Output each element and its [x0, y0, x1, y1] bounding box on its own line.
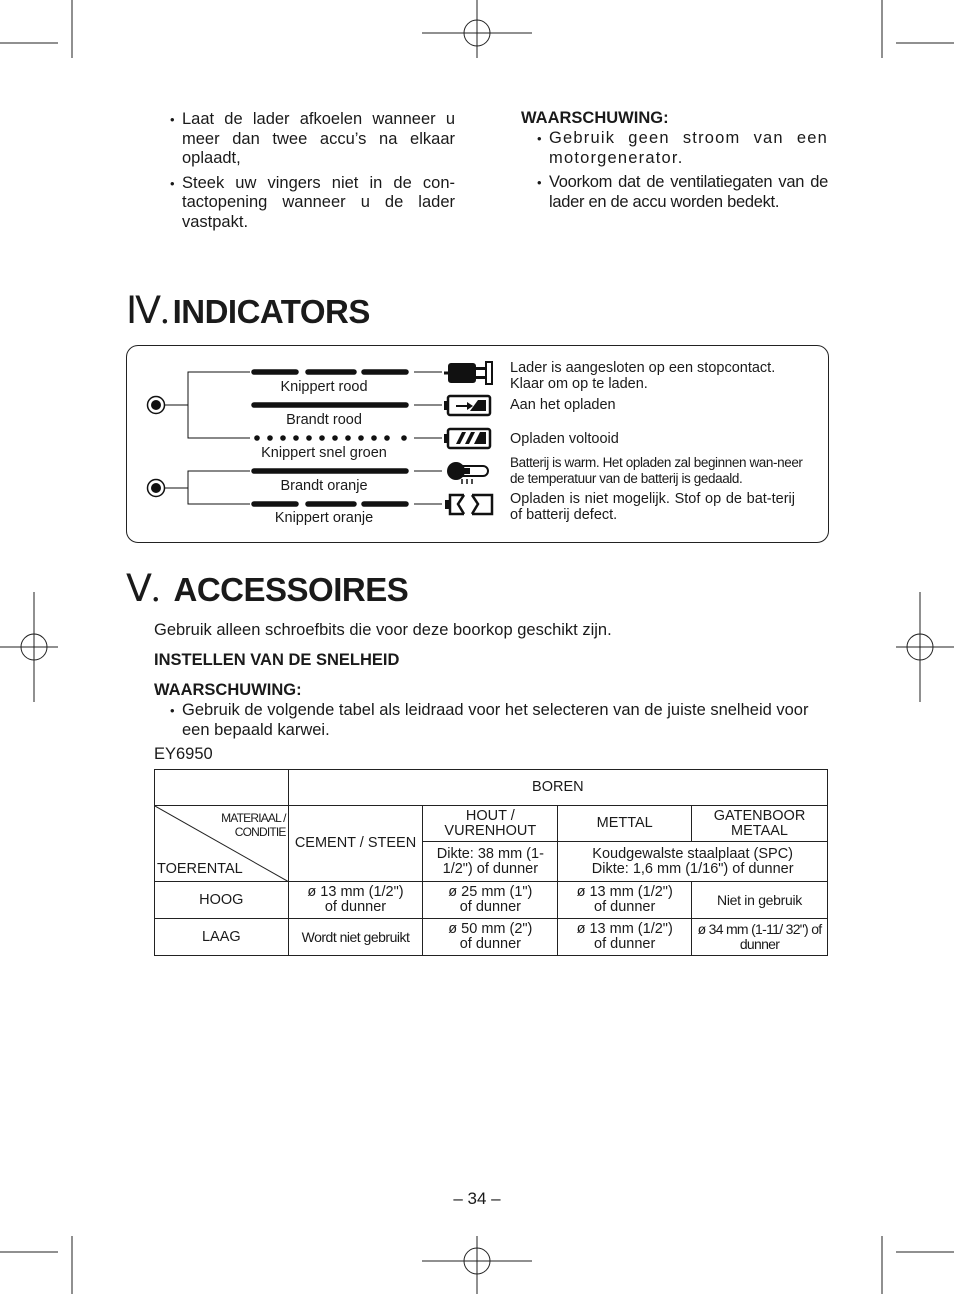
corner-speed-label: TOERENTAL	[157, 861, 243, 877]
led-green-orange-icon	[148, 480, 165, 497]
table-cell: Dikte: 38 mm (1-1/2") of dunner	[423, 842, 558, 882]
table-row	[155, 882, 828, 919]
table-header: CEMENT / STEEN	[288, 806, 423, 882]
bullet-item: • Voorkom dat de ventilatiegaten van de lader en de accu worden bedekt.	[537, 173, 828, 212]
table-cell: Niet in gebruik	[692, 882, 828, 919]
led-red-icon	[148, 397, 165, 414]
indicator-label: Knippert rood	[280, 379, 368, 395]
table-row	[155, 806, 828, 842]
table-speed-cell: LAAG	[155, 919, 289, 956]
bullet-item: • Gebruik de volgende tabel als leidraad voor het selecteren van de juiste snelheid voor een bepaald karwei.	[170, 701, 828, 740]
thermometer-icon	[447, 462, 488, 484]
table-row	[155, 770, 828, 806]
bullet-item: • Gebruik geen stroom van een motorgenerator.	[537, 129, 828, 168]
warning-title: WAARSCHUWING:	[521, 109, 669, 127]
bullet-item: • Steek uw vingers niet in de con-tactopening wanneer u de lader vastpakt.	[170, 174, 455, 233]
table-cell: ø 25 mm (1") of dunner	[423, 882, 558, 919]
table-cell: ø 13 mm (1/2") of dunner	[288, 882, 423, 919]
broken-battery-icon	[445, 495, 492, 514]
table-cell: ø 13 mm (1/2") of dunner	[558, 919, 692, 956]
table-header: BOREN	[288, 770, 827, 806]
table-cell: ø 50 mm (2") of dunner	[423, 919, 558, 956]
speed-table	[154, 769, 828, 956]
table-header: METTAL	[558, 806, 692, 842]
plug-icon	[444, 362, 492, 384]
table-speed-cell: HOOG	[155, 882, 289, 919]
table-header: GATENBOOR METAAL	[692, 806, 828, 842]
accessories-heading	[126, 566, 408, 611]
speed-subheading: INSTELLEN VAN DE SNELHEID	[154, 651, 400, 669]
full-battery-icon	[444, 429, 490, 448]
cooling-bullets	[170, 110, 455, 237]
indicator-label: Brandt rood	[286, 412, 362, 428]
accessories-intro: Gebruik alleen schroefbits die voor deze boorkop geschikt zijn.	[154, 621, 612, 639]
section-number: Ⅴ.	[126, 568, 160, 610]
table-cell: Wordt niet gebruikt	[288, 919, 423, 956]
table-cell: Koudgewalste staalplaat (SPC) Dikte: 1,6 mm (1/16") of dunner	[558, 842, 828, 882]
indicator-description: Opladen voltooid	[510, 431, 619, 447]
section-number: Ⅳ.	[126, 290, 169, 332]
table-cell: ø 13 mm (1/2") of dunner	[558, 882, 692, 919]
corner-material-label: MATERIAAL / CONDITIE	[221, 811, 286, 839]
table-header: HOUT / VURENHOUT	[423, 806, 558, 842]
indicators-heading	[126, 288, 370, 333]
indicator-description: Aan het opladen	[510, 397, 616, 413]
section-title: ACCESSOIRES	[173, 571, 409, 608]
bullet-item: • Laat de lader afkoelen wanneer u meer dan twee accu’s na elkaar oplaadt,	[170, 110, 455, 169]
model-number: EY6950	[154, 745, 213, 763]
page-number: – 34 –	[453, 1189, 501, 1208]
speed-warning-bullets	[170, 701, 828, 745]
indicator-description: Opladen is niet mogelijk. Stof op de bat-terij of batterij defect.	[510, 491, 795, 523]
table-cell: ø 34 mm (1-11/ 32") of dunner	[692, 919, 828, 956]
warning-title: WAARSCHUWING:	[154, 681, 302, 699]
indicator-label: Knippert snel groen	[261, 445, 387, 461]
indicator-description: Batterij is warm. Het opladen zal beginnen wan-neer de temperatuur van de batterij is gedaald.	[510, 455, 803, 486]
section-title: INDICATORS	[172, 293, 370, 330]
warning-bullets	[537, 129, 828, 217]
indicator-label: Knippert oranje	[274, 510, 374, 526]
charging-battery-icon	[444, 396, 490, 415]
table-row	[155, 919, 828, 956]
indicator-label: Brandt oranje	[280, 478, 368, 494]
indicator-description: Lader is aangesloten op een stopcontact. Klaar om op te laden.	[510, 360, 776, 392]
table-corner-cell	[155, 806, 289, 882]
table-cell	[155, 770, 289, 806]
